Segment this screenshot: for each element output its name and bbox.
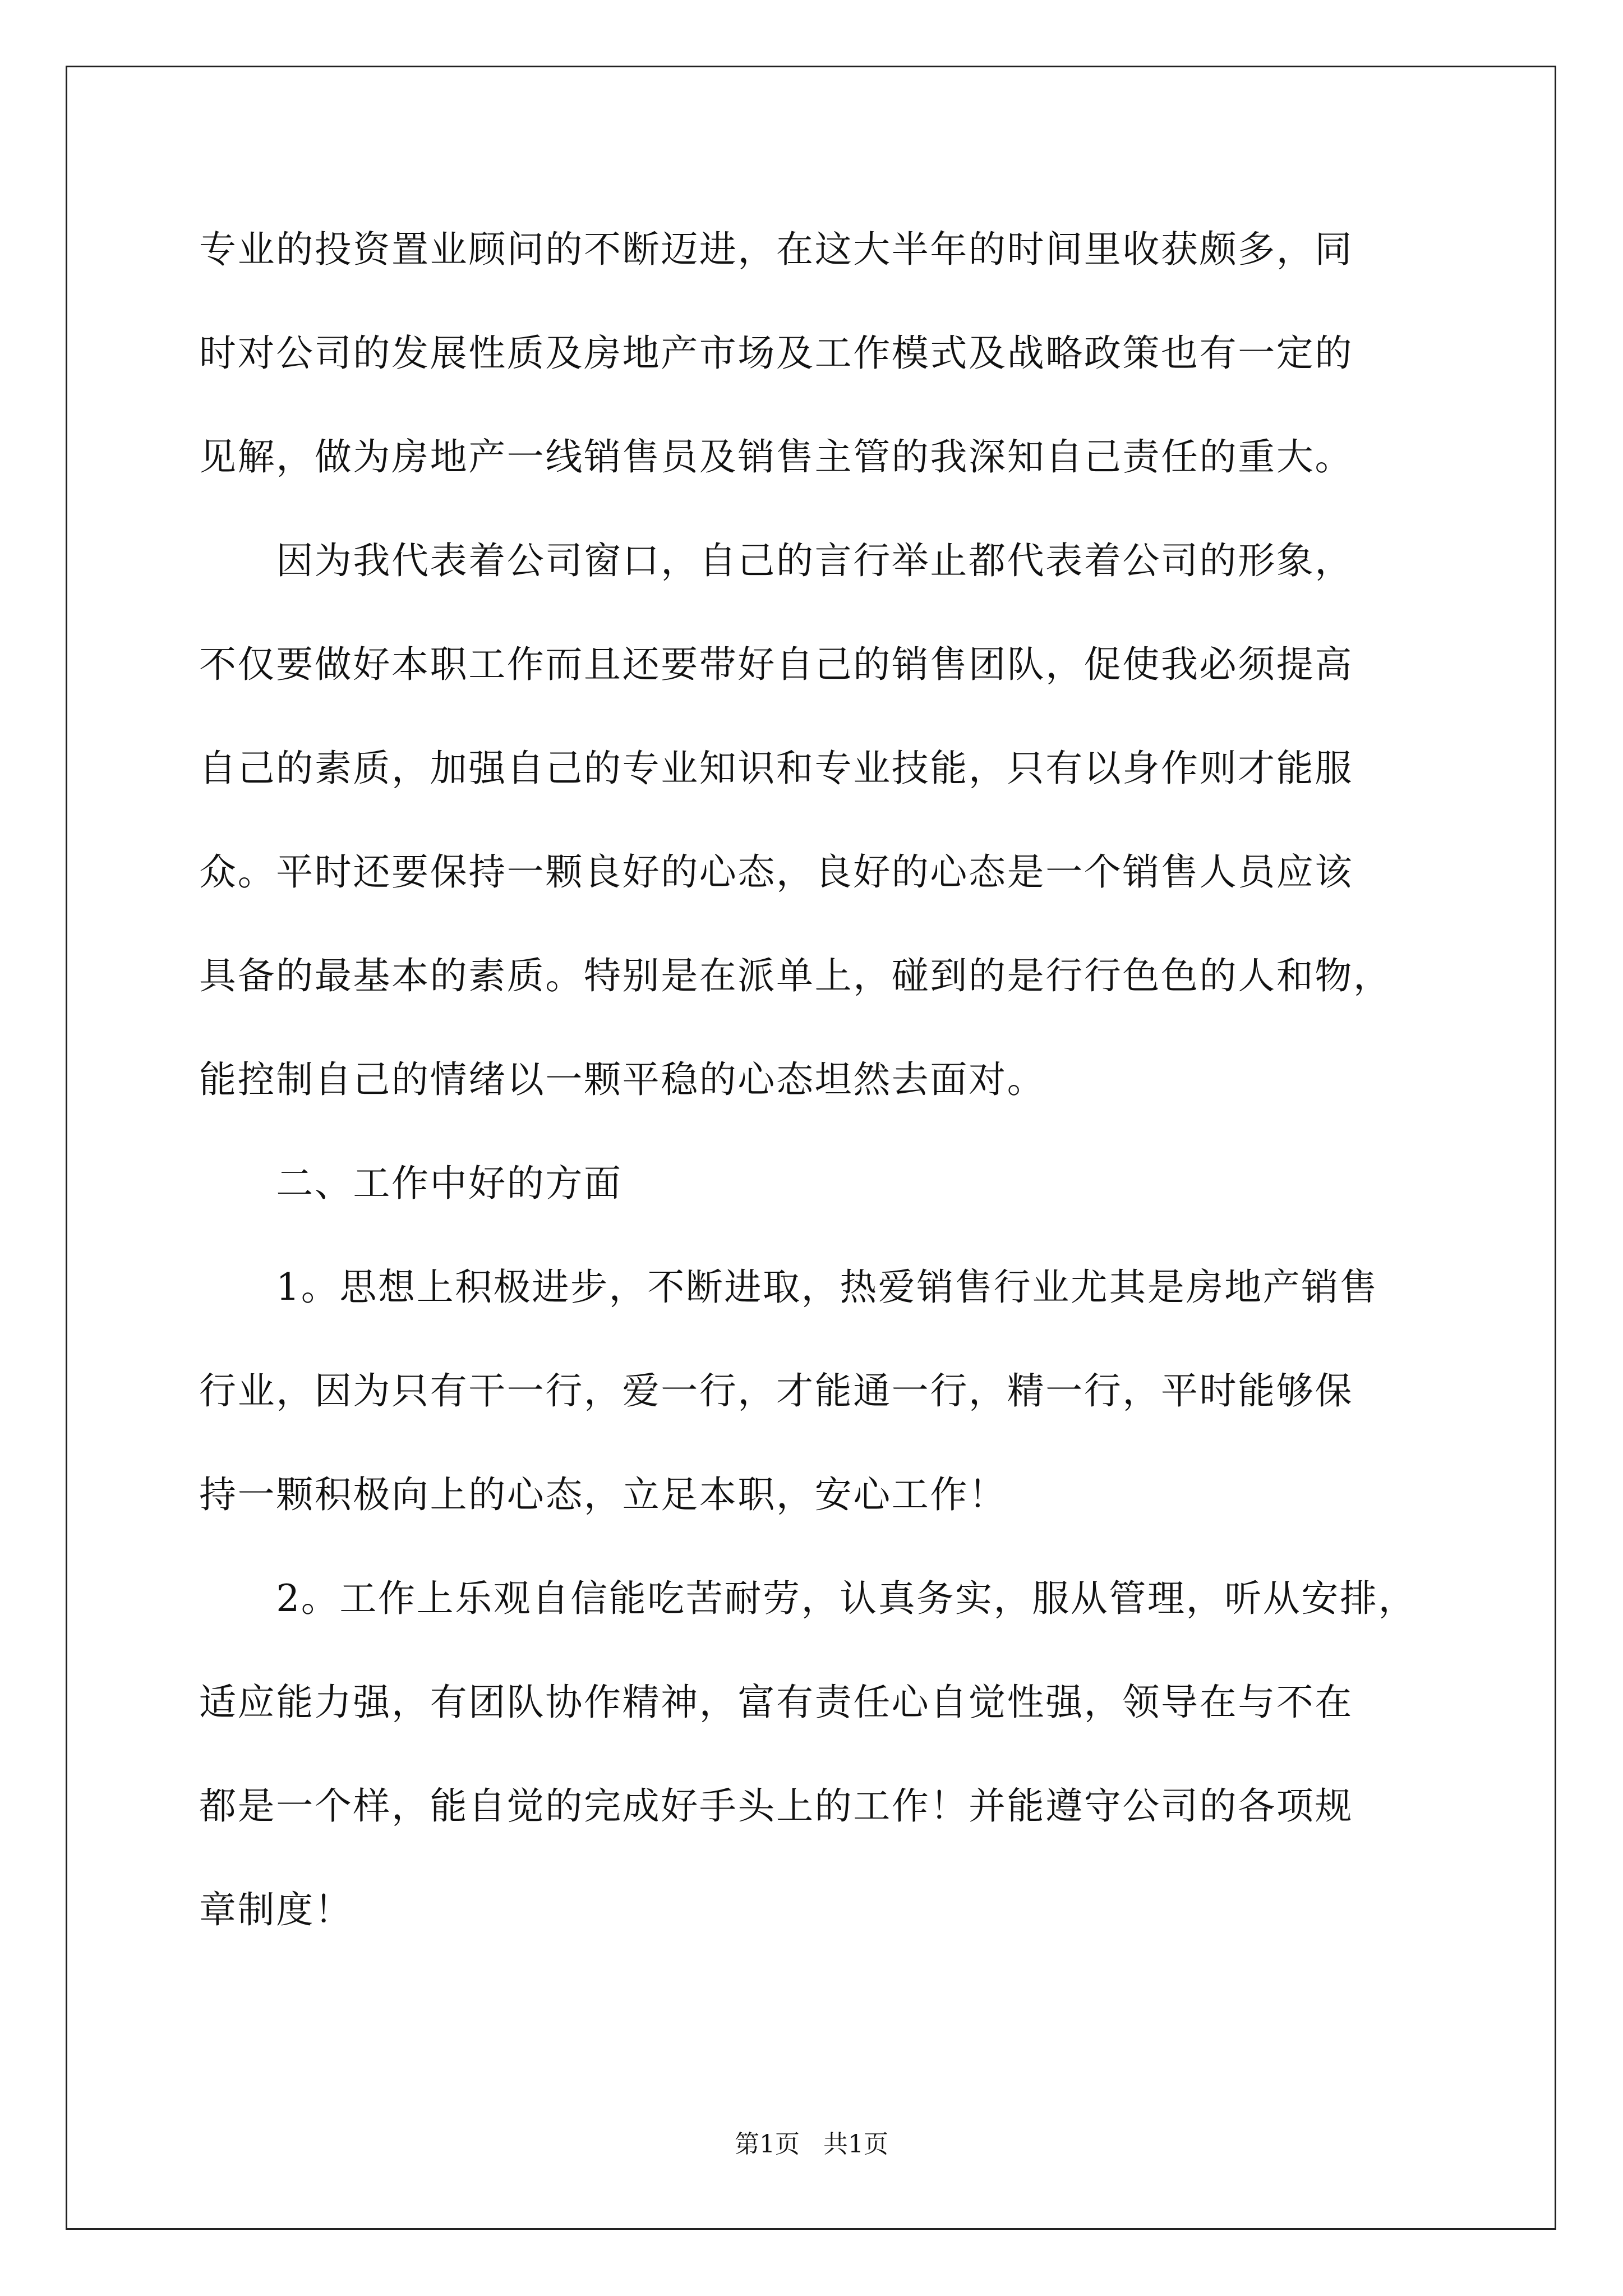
text-line: 具备的最基本的素质。特别是在派单上，碰到的是行行色色的人和物，	[199, 954, 1392, 997]
text-line: 都是一个样，能自觉的完成好手头上的工作！并能遵守公司的各项规	[199, 1784, 1353, 1828]
text-line: 行业，因为只有干一行，爱一行，才能通一行，精一行，平时能够保	[199, 1369, 1353, 1412]
text-line: 1。思想上积极进步，不断进取，热爱销售行业尤其是房地产销售	[199, 1266, 1378, 1309]
text-line: 持一颗积极向上的心态，立足本职，安心工作！	[199, 1473, 1007, 1516]
text-line: 自己的素质，加强自己的专业知识和专业技能，只有以身作则才能服	[199, 747, 1353, 790]
text-line: 众。平时还要保持一颗良好的心态，良好的心态是一个销售人员应该	[199, 850, 1353, 894]
text-line: 因为我代表着公司窗口，自己的言行举止都代表着公司的形象，	[199, 539, 1353, 582]
page-number-footer: 第1页 共1页	[735, 2130, 888, 2159]
text-line: 适应能力强，有团队协作精神，富有责任心自觉性强，领导在与不在	[199, 1681, 1353, 1724]
section-heading: 二、工作中好的方面	[199, 1162, 623, 1205]
text-line: 见解，做为房地产一线销售员及销售主管的我深知自己责任的重大。	[199, 435, 1353, 478]
text-line: 能控制自己的情绪以一颗平稳的心态坦然去面对。	[199, 1058, 1046, 1101]
text-line: 章制度！	[199, 1888, 353, 1931]
text-line: 2。工作上乐观自信能吃苦耐劳，认真务实，服从管理，听从安排，	[199, 1577, 1417, 1620]
text-line: 专业的投资置业顾问的不断迈进，在这大半年的时间里收获颇多，同	[199, 228, 1353, 271]
text-line: 不仅要做好本职工作而且还要带好自己的销售团队，促使我必须提高	[199, 643, 1353, 686]
text-line: 时对公司的发展性质及房地产市场及工作模式及战略政策也有一定的	[199, 332, 1353, 375]
